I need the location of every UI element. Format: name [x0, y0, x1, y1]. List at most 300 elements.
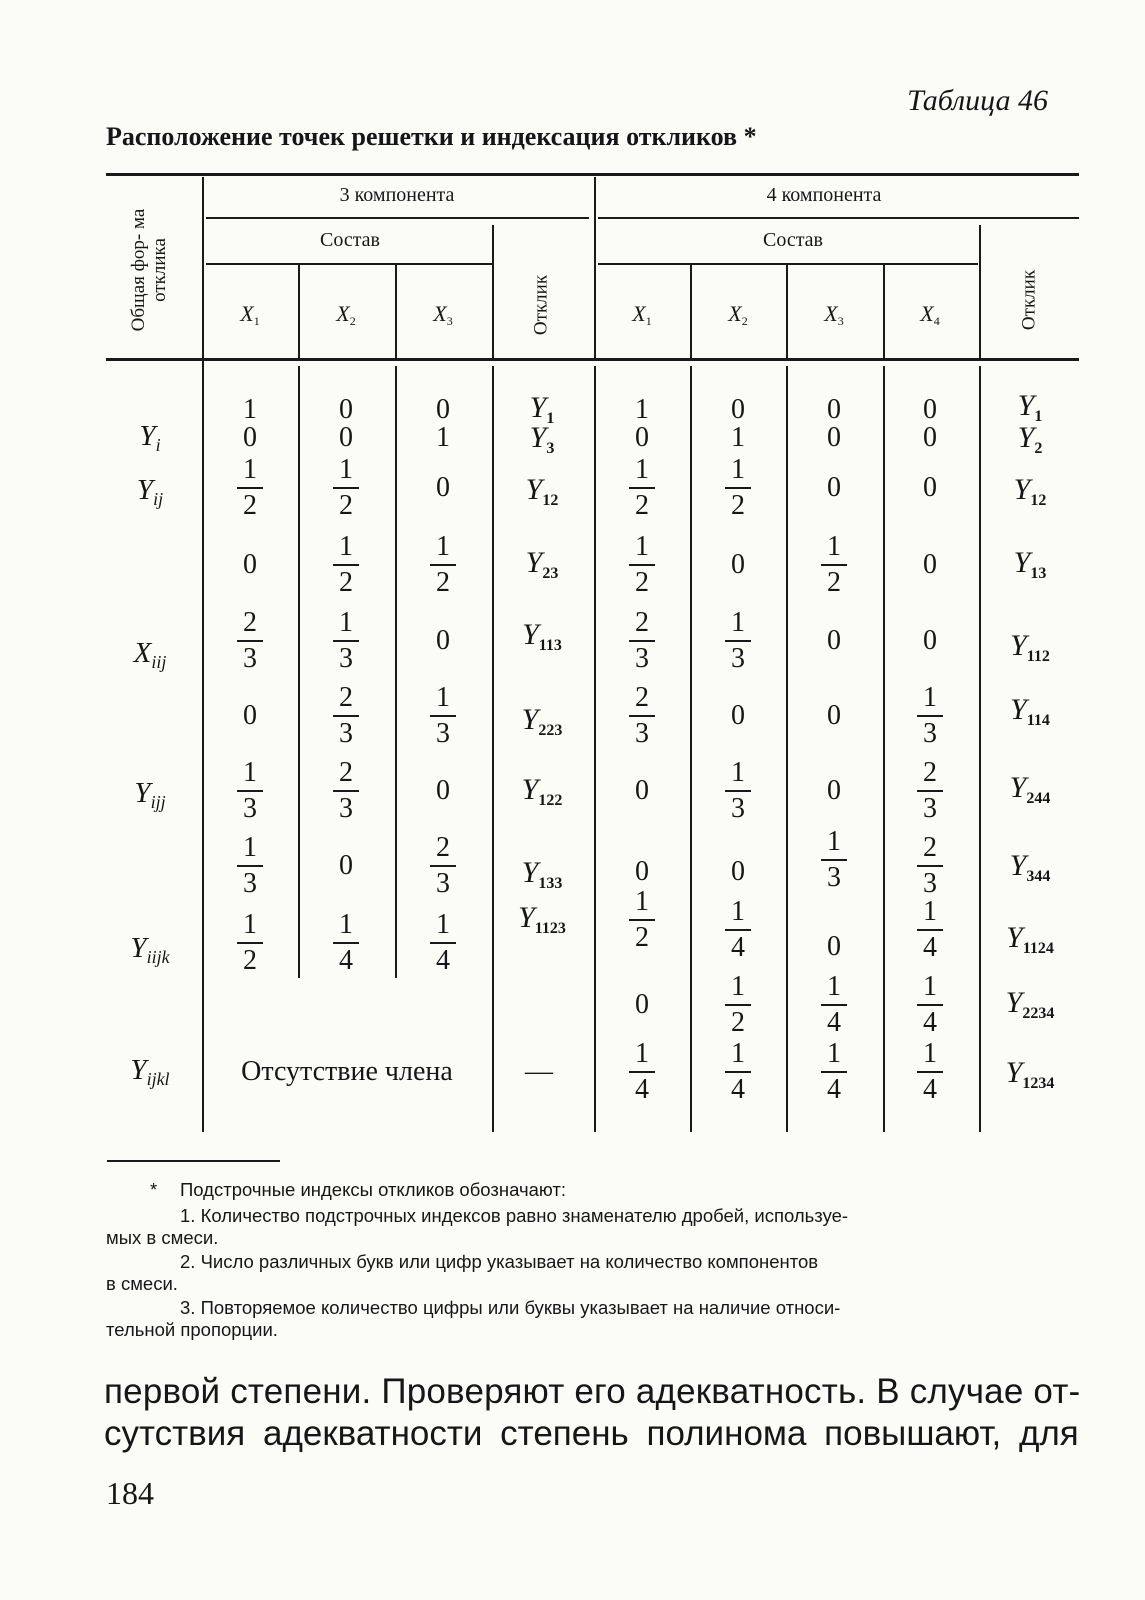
- cell-3: [333, 684, 359, 748]
- footnote-line-2: мых в смеси.: [106, 1227, 219, 1248]
- numerator: 1: [731, 757, 745, 788]
- denominator: 4: [923, 1007, 937, 1038]
- x-header-3-1: $X_1$: [240, 301, 260, 328]
- response-index: 112: [1026, 648, 1050, 665]
- response-index: 133: [538, 875, 563, 892]
- denominator: 3: [635, 718, 649, 749]
- fraction-bar: [821, 1004, 847, 1006]
- numerator: 1: [243, 832, 257, 863]
- cell-4: 0: [827, 394, 841, 425]
- fraction-bar: [917, 715, 943, 717]
- x-header-sub: 1: [253, 314, 260, 328]
- fraction: [917, 898, 943, 962]
- numerator: 1: [923, 896, 937, 927]
- fraction: [333, 684, 359, 748]
- response-4: $Y_{114}$: [1010, 693, 1050, 729]
- denominator: 2: [731, 1007, 745, 1038]
- form-base: Y: [139, 420, 156, 452]
- cell-3: 0: [436, 394, 450, 425]
- vrule-form: [202, 177, 204, 1132]
- cell-3: 0: [339, 394, 353, 425]
- fraction-bar: [629, 564, 655, 566]
- numerator: 1: [635, 531, 649, 562]
- fraction: [629, 533, 655, 597]
- numerator: 1: [339, 607, 353, 638]
- numerator: 1: [923, 971, 937, 1002]
- table-label: Таблица 46: [907, 84, 1048, 117]
- cell-3: [237, 759, 263, 823]
- cell-3: [237, 609, 263, 673]
- fraction: [333, 911, 359, 975]
- response-4: $Y_{13}$: [1013, 546, 1047, 582]
- numerator: 1: [243, 454, 257, 485]
- fraction-bar: [237, 865, 263, 867]
- fraction-bar: [629, 640, 655, 642]
- response-index: 1124: [1022, 940, 1054, 957]
- response-index: 1234: [1022, 1075, 1055, 1092]
- cell-4: [821, 973, 847, 1037]
- response-index: 1123: [534, 920, 566, 937]
- cell-4: 0: [635, 775, 649, 806]
- fraction: [821, 1040, 847, 1104]
- denominator: 2: [635, 490, 649, 521]
- fraction-bar: [917, 790, 943, 792]
- sostav-header-4: Состав: [762, 229, 824, 251]
- fraction: [629, 684, 655, 748]
- denominator: 3: [436, 868, 450, 899]
- cell-4: [821, 1040, 847, 1104]
- response-3: $Y_{122}$: [521, 773, 563, 809]
- response-index: 12: [542, 492, 559, 509]
- footnote-rule: [107, 1160, 280, 1162]
- cell-3: [333, 609, 359, 673]
- cell-3: [237, 456, 263, 520]
- denominator: 3: [339, 643, 353, 674]
- denominator: 3: [635, 643, 649, 674]
- cell-3: 0: [436, 625, 450, 656]
- cell-4: 0: [635, 856, 649, 887]
- cell-3: 0: [243, 700, 257, 731]
- x-header-sub: 3: [446, 314, 453, 328]
- cell-4: [629, 609, 655, 673]
- fraction-bar: [237, 790, 263, 792]
- vrule-4c-body: [883, 366, 885, 1132]
- x-header-sub: 2: [349, 314, 356, 328]
- fraction: [237, 609, 263, 673]
- fraction-bar: [629, 919, 655, 921]
- cell-4: [917, 759, 943, 823]
- fraction-bar: [917, 1004, 943, 1006]
- fraction-bar: [333, 564, 359, 566]
- x-header-4-4: $X_4$: [920, 301, 940, 328]
- numerator: 1: [731, 1038, 745, 1069]
- group-rule-4: [598, 217, 1079, 219]
- absent-dash: —: [525, 1056, 553, 1087]
- footnote-line-6: тельной пропорции.: [106, 1319, 278, 1340]
- denominator: 3: [339, 718, 353, 749]
- denominator: 3: [923, 718, 937, 749]
- fraction-bar: [917, 865, 943, 867]
- vrule-4b-body: [786, 366, 788, 1132]
- response-4: $Y_1$: [1017, 389, 1043, 425]
- cell-3: [430, 834, 456, 898]
- fraction-bar: [333, 715, 359, 717]
- denominator: 4: [731, 932, 745, 963]
- numerator: 1: [436, 909, 450, 940]
- fraction-bar: [725, 640, 751, 642]
- fraction: [821, 828, 847, 892]
- x-header-sub: 4: [933, 314, 940, 328]
- cell-4: [725, 1040, 751, 1104]
- fraction-bar: [237, 640, 263, 642]
- fraction: [629, 456, 655, 520]
- denominator: 4: [923, 1074, 937, 1105]
- fraction: [237, 911, 263, 975]
- denominator: 3: [731, 643, 745, 674]
- fraction-bar: [333, 790, 359, 792]
- response-4: $Y_2$: [1017, 421, 1043, 457]
- cell-3: 0: [436, 472, 450, 503]
- x-header-4-1: $X_1$: [632, 301, 652, 328]
- x-header-3-2: $X_2$: [336, 301, 356, 328]
- x-header-4-3: $X_3$: [824, 301, 844, 328]
- fraction-bar: [629, 1071, 655, 1073]
- footnote-line-1: 1. Количество подстрочных индексов равно знаменателю дробей, используе-: [180, 1205, 849, 1226]
- denominator: 4: [339, 945, 353, 976]
- cell-4: [917, 834, 943, 898]
- cell-3: 0: [243, 549, 257, 580]
- denominator: 3: [827, 862, 841, 893]
- numerator: 2: [436, 832, 450, 863]
- response-3: $Y_{12}$: [525, 473, 559, 509]
- numerator: 1: [923, 682, 937, 713]
- fraction: [917, 973, 943, 1037]
- cell-4: [725, 609, 751, 673]
- response-3: $Y_{223}$: [521, 703, 563, 739]
- form-sub: ijj: [150, 792, 166, 812]
- numerator: 1: [923, 1038, 937, 1069]
- cell-4: [917, 898, 943, 962]
- fraction: [629, 888, 655, 952]
- cell-3: 1: [243, 394, 257, 425]
- numerator: 2: [339, 682, 353, 713]
- cell-4: 0: [923, 422, 937, 453]
- cell-3: 1: [436, 422, 450, 453]
- response-index: 114: [1026, 712, 1050, 729]
- footnote-line-5: 3. Повторяемое количество цифры или буквы указывает на наличие относи-: [180, 1297, 841, 1318]
- denominator: 3: [243, 868, 257, 899]
- cell-3: [430, 911, 456, 975]
- response-4: $Y_{344}$: [1009, 849, 1051, 885]
- numerator: 1: [827, 1038, 841, 1069]
- response-index: 113: [538, 637, 562, 654]
- denominator: 2: [243, 490, 257, 521]
- response-3: $Y_{133}$: [521, 856, 563, 892]
- cell-4: [917, 684, 943, 748]
- cell-3: [430, 533, 456, 597]
- form-base: Y: [136, 474, 154, 506]
- numerator: 1: [635, 454, 649, 485]
- fraction: [333, 533, 359, 597]
- vrule-4a-body: [690, 366, 692, 1132]
- form-base: X: [133, 637, 152, 669]
- denominator: 2: [243, 945, 257, 976]
- cell-4: 0: [827, 700, 841, 731]
- numerator: 1: [339, 454, 353, 485]
- vrule-4a: [690, 265, 692, 358]
- cell-4: 0: [731, 856, 745, 887]
- fraction-bar: [629, 487, 655, 489]
- form-base: Y: [130, 1054, 147, 1086]
- denominator: 4: [731, 1074, 745, 1105]
- fraction-bar: [430, 564, 456, 566]
- denominator: 2: [339, 490, 353, 521]
- cell-4: [629, 888, 655, 952]
- page-number: 184: [106, 1475, 154, 1511]
- fraction: [237, 834, 263, 898]
- response-index: 2: [1034, 440, 1043, 457]
- denominator: 2: [731, 490, 745, 521]
- fraction-bar: [725, 487, 751, 489]
- numerator: 2: [923, 832, 937, 863]
- numerator: 2: [243, 607, 257, 638]
- response-3: $Y_{1123}$: [518, 901, 566, 937]
- fraction: [629, 1040, 655, 1104]
- denominator: 3: [436, 718, 450, 749]
- response-index: 13: [1030, 565, 1047, 582]
- denominator: 4: [827, 1074, 841, 1105]
- vrule-3b-body: [395, 366, 397, 978]
- table-top-rule: [106, 173, 1079, 176]
- numerator: 2: [635, 682, 649, 713]
- fraction-bar: [821, 1071, 847, 1073]
- fraction: [725, 1040, 751, 1104]
- form-label: [134, 779, 165, 811]
- cell-3: [333, 759, 359, 823]
- cell-4: 0: [731, 394, 745, 425]
- footnote-intro: Подстрочные индексы откликов обозначают:: [180, 1179, 566, 1200]
- denominator: 4: [827, 1007, 841, 1038]
- cell-3: 0: [243, 422, 257, 453]
- fraction-bar: [725, 790, 751, 792]
- body-line-1: первой степени. Проверяют его адекватность. В случае от-: [104, 1372, 1081, 1411]
- cell-4: 0: [635, 989, 649, 1020]
- fraction: [917, 834, 943, 898]
- fraction-bar: [917, 1071, 943, 1073]
- numerator: 1: [635, 886, 649, 917]
- response-4: $Y_{112}$: [1010, 629, 1050, 665]
- cell-4: 0: [923, 549, 937, 580]
- denominator: 4: [436, 945, 450, 976]
- cell-4: 0: [923, 625, 937, 656]
- fraction: [725, 898, 751, 962]
- cell-3: [237, 834, 263, 898]
- numerator: 1: [635, 1038, 649, 1069]
- fraction-bar: [725, 929, 751, 931]
- form-sub: i: [155, 435, 161, 455]
- group-header-4: 4 компонента: [766, 184, 882, 206]
- vrule-4-otklik: [979, 225, 981, 358]
- response-4: $Y_{1124}$: [1006, 921, 1054, 957]
- cell-4: 1: [635, 394, 649, 425]
- cell-4: 0: [827, 931, 841, 962]
- denominator: 4: [635, 1074, 649, 1105]
- form-sub: ijkl: [146, 1069, 170, 1089]
- form-label: [130, 934, 169, 966]
- response-4: $Y_{1234}$: [1005, 1056, 1055, 1092]
- numerator: 1: [243, 909, 257, 940]
- vrule-4b: [786, 265, 788, 358]
- response-index: 23: [542, 565, 559, 582]
- fraction: [237, 759, 263, 823]
- numerator: 1: [827, 971, 841, 1002]
- denominator: 3: [923, 868, 937, 899]
- response-index: 122: [538, 792, 563, 809]
- fraction-bar: [629, 715, 655, 717]
- group-header-3: 3 компонента: [339, 184, 455, 206]
- fraction-bar: [821, 859, 847, 861]
- fraction: [430, 684, 456, 748]
- numerator: 1: [827, 531, 841, 562]
- fraction-bar: [237, 942, 263, 944]
- cell-4: 0: [827, 625, 841, 656]
- body-line-2: сутствия адекватности степень полинома повышают, для: [104, 1414, 1079, 1453]
- cell-4: [629, 1040, 655, 1104]
- cell-4: [821, 533, 847, 597]
- otklik-header-3: Отклик: [530, 274, 552, 336]
- fraction-bar: [725, 1071, 751, 1073]
- fraction-bar: [333, 942, 359, 944]
- x-header-4-2: $X_2$: [728, 301, 748, 328]
- form-sub: iijk: [146, 947, 170, 967]
- fraction-bar: [821, 564, 847, 566]
- cell-3: 0: [339, 422, 353, 453]
- numerator: 2: [339, 757, 353, 788]
- header-bottom-rule: [106, 358, 1079, 361]
- cell-4: 1: [731, 422, 745, 453]
- fraction-bar: [333, 487, 359, 489]
- table-title: Расположение точек решетки и индексация откликов *: [106, 122, 757, 151]
- fraction: [430, 533, 456, 597]
- numerator: 1: [731, 607, 745, 638]
- fraction: [917, 1040, 943, 1104]
- sostav-rule-3: [206, 263, 494, 265]
- fraction: [237, 456, 263, 520]
- denominator: 3: [243, 793, 257, 824]
- numerator: 1: [827, 826, 841, 857]
- x-header-sub: 3: [837, 314, 844, 328]
- response-index: 2234: [1022, 1005, 1055, 1022]
- response-index: 244: [1026, 790, 1051, 807]
- absent-term-text: Отсутствие члена: [241, 1056, 453, 1087]
- fraction-bar: [333, 640, 359, 642]
- x-header-sub: 1: [645, 314, 652, 328]
- cell-4: 0: [827, 422, 841, 453]
- fraction-bar: [430, 865, 456, 867]
- fraction-bar: [430, 715, 456, 717]
- cell-4: 0: [731, 549, 745, 580]
- sostav-rule-4: [598, 263, 978, 265]
- vrule-4-otklik-body: [979, 366, 981, 1132]
- fraction: [725, 973, 751, 1037]
- x-header-3-3: $X_3$: [433, 301, 453, 328]
- cell-4: [725, 898, 751, 962]
- form-label: [137, 476, 163, 508]
- otklik-header-4: Отклик: [1018, 269, 1040, 331]
- vrule-3a-body: [298, 366, 300, 978]
- denominator: 3: [339, 793, 353, 824]
- numerator: 1: [731, 896, 745, 927]
- cell-3: 0: [339, 850, 353, 881]
- form-column-header: Общая фор- ма отклика: [128, 208, 170, 332]
- fraction-bar: [430, 942, 456, 944]
- cell-4: [917, 973, 943, 1037]
- fraction: [333, 759, 359, 823]
- numerator: 2: [923, 757, 937, 788]
- cell-3: [333, 533, 359, 597]
- form-label: [134, 639, 167, 671]
- fraction: [725, 609, 751, 673]
- denominator: 2: [635, 567, 649, 598]
- form-label: [130, 1056, 169, 1088]
- fraction: [917, 759, 943, 823]
- fraction: [725, 456, 751, 520]
- cell-4: [821, 828, 847, 892]
- cell-4: [629, 533, 655, 597]
- numerator: 1: [339, 531, 353, 562]
- numerator: 1: [339, 909, 353, 940]
- fraction-bar: [917, 929, 943, 931]
- cell-4: [725, 759, 751, 823]
- denominator: 3: [923, 793, 937, 824]
- cell-4: 0: [635, 422, 649, 453]
- cell-3: [333, 456, 359, 520]
- denominator: 2: [339, 567, 353, 598]
- denominator: 3: [731, 793, 745, 824]
- footnote-line-4: в смеси.: [106, 1273, 178, 1294]
- cell-3: [237, 911, 263, 975]
- cell-4: [629, 684, 655, 748]
- vrule-4c: [883, 265, 885, 358]
- numerator: 1: [243, 757, 257, 788]
- cell-4: 0: [827, 472, 841, 503]
- fraction-bar: [237, 487, 263, 489]
- fraction: [821, 973, 847, 1037]
- x-header-sub: 2: [741, 314, 748, 328]
- fraction: [333, 456, 359, 520]
- fraction-bar: [725, 1004, 751, 1006]
- response-3: $Y_{113}$: [522, 618, 562, 654]
- fraction: [629, 609, 655, 673]
- response-index: 12: [1030, 492, 1047, 509]
- response-4: $Y_{12}$: [1013, 473, 1047, 509]
- cell-4: [629, 456, 655, 520]
- response-4: $Y_{2234}$: [1005, 986, 1055, 1022]
- denominator: 4: [923, 932, 937, 963]
- fraction: [333, 609, 359, 673]
- vrule-3b: [395, 265, 397, 358]
- sostav-header-3: Состав: [319, 229, 381, 251]
- cell-4: 0: [923, 394, 937, 425]
- numerator: 2: [635, 607, 649, 638]
- denominator: 3: [243, 643, 257, 674]
- response-index: 1: [546, 410, 555, 427]
- footnote-line-3: 2. Число различных букв или цифр указывает на количество компонентов: [180, 1251, 819, 1272]
- vrule-3-otklik-body: [492, 366, 494, 1132]
- form-sub: iij: [151, 652, 167, 672]
- denominator: 2: [635, 922, 649, 953]
- response-3: $Y_3$: [529, 421, 555, 457]
